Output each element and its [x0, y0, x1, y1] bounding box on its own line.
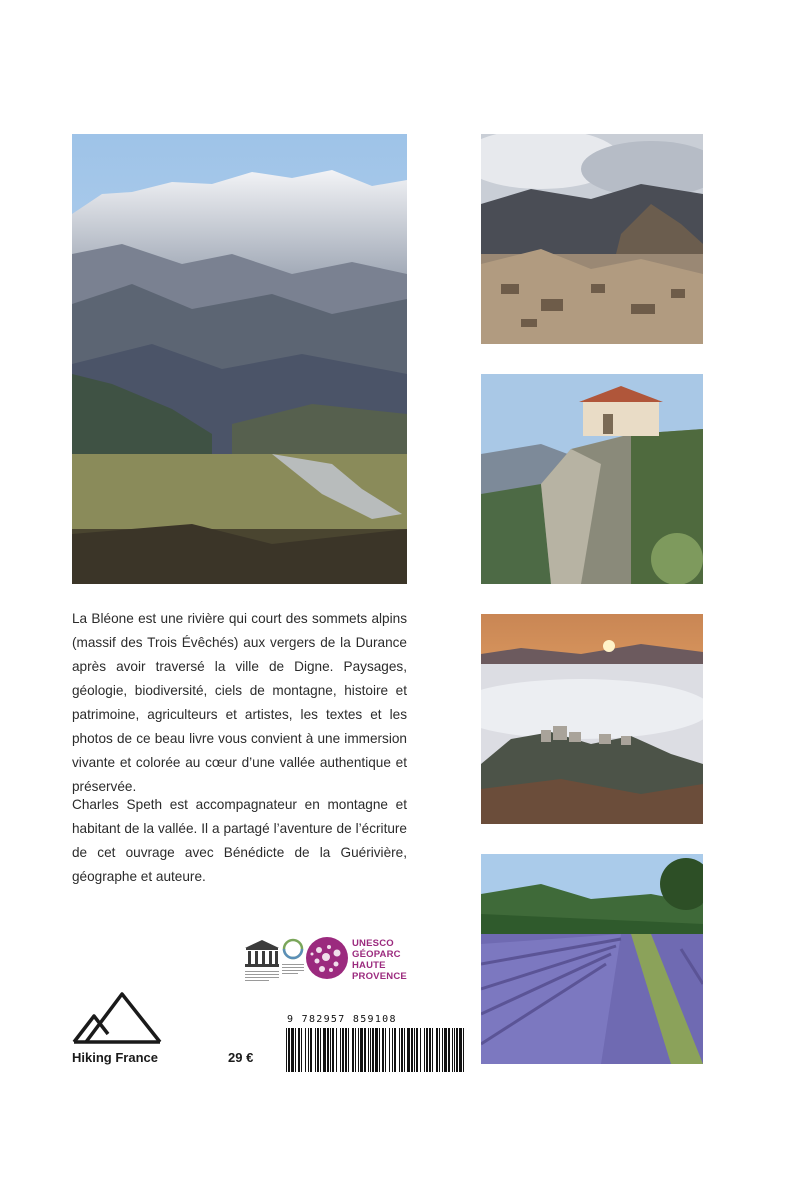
author-paragraph: Charles Speth est accompagnateur en montagne et habitant de la vallée. Il a partagé l’aventure de l’écriture de cet ouvrage avec Bénédicte de la Guérivière, géographe et auteure.: [72, 797, 407, 884]
main-valley-photo: [72, 134, 407, 584]
barcode-bar: [352, 1028, 354, 1072]
barcode-bar: [308, 1028, 309, 1072]
barcode-bar: [379, 1028, 380, 1072]
barcode-bar: [348, 1028, 349, 1072]
mountain-logo-icon: [72, 990, 162, 1046]
global-geopark-logo: [280, 938, 306, 982]
barcode-bar: [370, 1028, 371, 1072]
barcode-bar: [385, 1028, 386, 1072]
barcode-bar: [411, 1028, 413, 1072]
barcode-bar: [368, 1028, 369, 1072]
lavender-field-photo: [481, 854, 703, 1064]
sunrise-fog-photo: [481, 614, 703, 824]
barcode-bar: [452, 1028, 453, 1072]
barcode-bar: [399, 1028, 400, 1072]
barcode-bar: [389, 1028, 390, 1072]
barcode-bar: [414, 1028, 415, 1072]
barcode-bar: [295, 1028, 296, 1072]
barcode-bar: [315, 1028, 316, 1072]
barcode-bar: [439, 1028, 440, 1072]
barcode-bar: [330, 1028, 331, 1072]
barcode-bar: [332, 1028, 334, 1072]
barcode-bar: [429, 1028, 431, 1072]
geopark-text-line: PROVENCE: [352, 971, 407, 982]
barcode-bar: [394, 1028, 396, 1072]
barcode-bar: [298, 1028, 300, 1072]
barcode-bar: [459, 1028, 462, 1072]
barcode-bar: [336, 1028, 337, 1072]
barcode: [284, 1028, 466, 1072]
barcode-bar: [291, 1028, 294, 1072]
unesco-logo: [242, 938, 282, 982]
barcode-bar: [463, 1028, 464, 1072]
barcode-bar: [317, 1028, 319, 1072]
barcode-bar: [426, 1028, 428, 1072]
barcode-bar: [310, 1028, 312, 1072]
barcode-bar: [448, 1028, 450, 1072]
barcode-bar: [364, 1028, 366, 1072]
price-label: 29 €: [228, 1050, 254, 1065]
geopark-text-line: GÉOPARC: [352, 949, 401, 960]
barcode-bar: [320, 1028, 321, 1072]
barcode-bar: [355, 1028, 356, 1072]
barcode-bar: [442, 1028, 443, 1072]
barcode-bar: [407, 1028, 410, 1072]
publisher-name: Hiking France: [72, 1050, 158, 1065]
barcode-bar: [340, 1028, 341, 1072]
barcode-bar: [360, 1028, 363, 1072]
barcode-bar: [286, 1028, 287, 1072]
description-paragraph-1: La Bléone est une rivière qui court des sommets alpins (massif des Trois Évêchés) aux vergers de la Durance après avoir traversé la ville de Digne. Paysages, géologie, biodiversité, ciels de montagne, histoire et patrimoine, agriculteurs et artistes, les textes et les photos de ce beau livre vous convient à une immersion vivante et colorée au cœur d’une vallée authentique et préservée.: [72, 611, 407, 794]
barcode-bar: [404, 1028, 405, 1072]
barcode-bar: [358, 1028, 359, 1072]
barcode-bar: [424, 1028, 425, 1072]
rocky-ridge-photo: [481, 134, 703, 344]
barcode-bar: [401, 1028, 403, 1072]
barcode-bar: [454, 1028, 455, 1072]
barcode-bar: [301, 1028, 302, 1072]
barcode-bar: [456, 1028, 458, 1072]
barcode-bar: [327, 1028, 329, 1072]
barcode-bar: [372, 1028, 374, 1072]
barcode-bar: [375, 1028, 378, 1072]
barcode-bar: [432, 1028, 433, 1072]
barcode-bar: [323, 1028, 326, 1072]
barcode-bar: [288, 1028, 290, 1072]
geopark-text-line: UNESCO: [352, 938, 394, 949]
isbn-number: 9 782957 859108: [287, 1014, 397, 1025]
barcode-bar: [444, 1028, 447, 1072]
barcode-bar: [416, 1028, 418, 1072]
barcode-bar: [436, 1028, 438, 1072]
barcode-bar: [382, 1028, 384, 1072]
chapel-cliff-photo: [481, 374, 703, 584]
barcode-bar: [305, 1028, 306, 1072]
geopark-text-line: HAUTE: [352, 960, 386, 971]
barcode-bar: [345, 1028, 347, 1072]
barcode-bar: [342, 1028, 344, 1072]
geoparc-dots-logo: [305, 936, 349, 980]
barcode-bar: [392, 1028, 393, 1072]
barcode-bar: [420, 1028, 421, 1072]
